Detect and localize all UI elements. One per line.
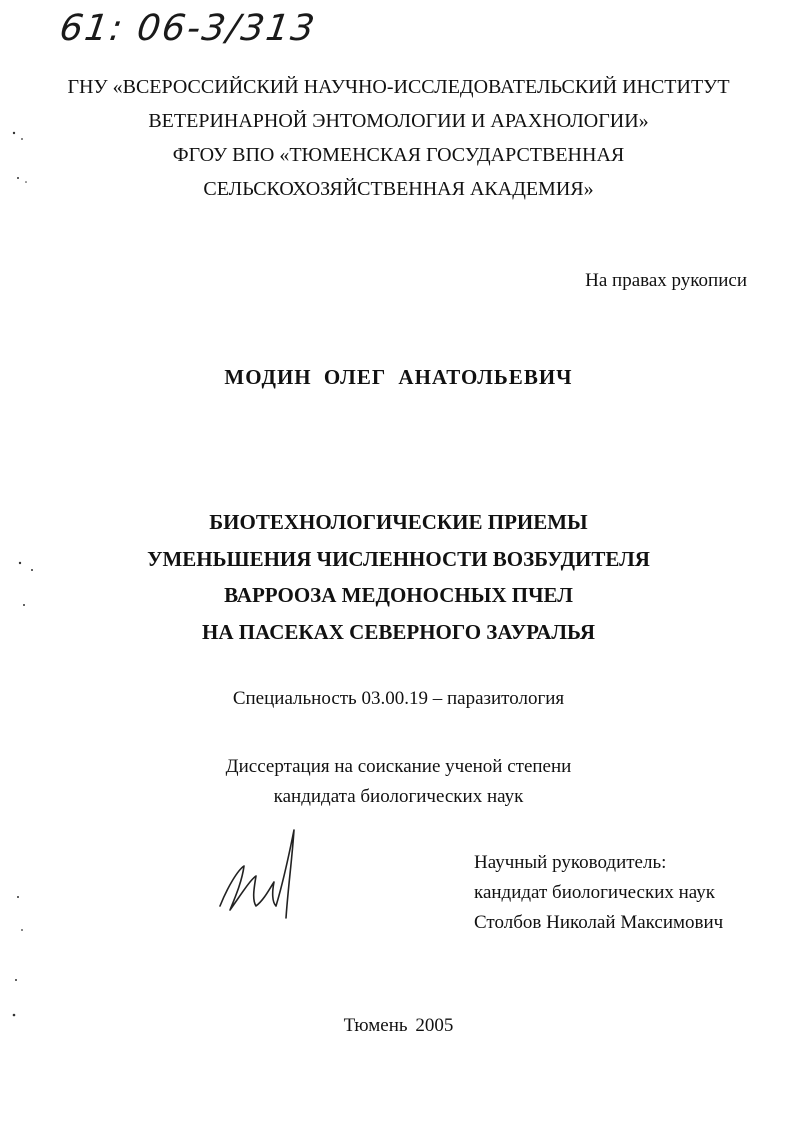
supervisor-degree: кандидат биологических наук — [474, 882, 715, 903]
author-name: МОДИН ОЛЕГ АНАТОЛЬЕВИЧ — [224, 365, 573, 389]
dissertation-title — [0, 504, 797, 650]
supervisor-block — [474, 848, 723, 938]
title-line: УМЕНЬШЕНИЯ ЧИСЛЕННОСТИ ВОЗБУДИТЕЛЯ — [147, 546, 650, 571]
institution-line: ГНУ «ВСЕРОССИЙСКИЙ НАУЧНО-ИССЛЕДОВАТЕЛЬСКИЙ ИНСТИТУТ — [67, 76, 730, 98]
signature — [212, 826, 312, 926]
manuscript-note: На правах рукописи — [585, 270, 747, 291]
degree-line: Диссертация на соискание ученой степени — [225, 756, 572, 777]
title-line: НА ПАСЕКАХ СЕВЕРНОГО ЗАУРАЛЬЯ — [202, 619, 595, 644]
degree-statement — [0, 752, 797, 812]
institution-line: ФГОУ ВПО «ТЮМЕНСКАЯ ГОСУДАРСТВЕННАЯ — [172, 144, 625, 166]
supervisor-name: Столбов Николай Максимович — [474, 912, 724, 933]
degree-line: кандидата биологических наук — [273, 786, 524, 807]
institution-line: СЕЛЬСКОХОЗЯЙСТВЕННАЯ АКАДЕМИЯ» — [203, 178, 594, 200]
title-line: БИОТЕХНОЛОГИЧЕСКИЕ ПРИЕМЫ — [209, 510, 588, 534]
city-year: Тюмень 2005 — [343, 1015, 454, 1036]
institution-block — [0, 70, 797, 206]
title-line: ВАРРООЗА МЕДОНОСНЫХ ПЧЕЛ — [224, 583, 573, 607]
specialty: Специальность 03.00.19 – паразитология — [232, 688, 565, 709]
archive-number: 61: 06-3/313 — [57, 8, 319, 49]
institution-line: ВЕТЕРИНАРНОЙ ЭНТОМОЛОГИИ И АРАХНОЛОГИИ» — [148, 110, 649, 132]
supervisor-label: Научный руководитель: — [474, 852, 667, 873]
